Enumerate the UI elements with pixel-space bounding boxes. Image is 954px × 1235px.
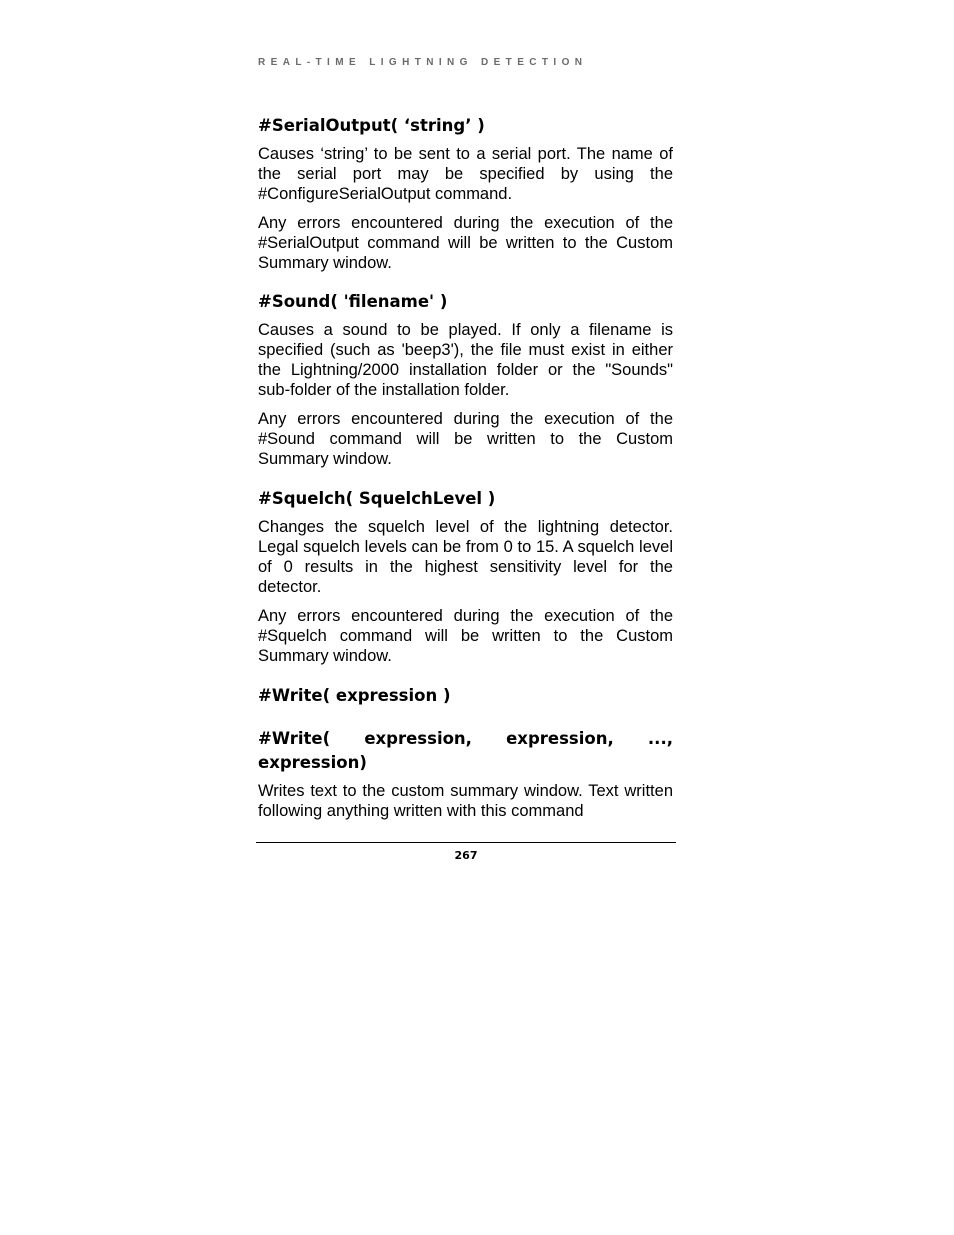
section-heading-write: #Write( expression ): [258, 686, 451, 705]
page-number: 267: [454, 849, 478, 862]
paragraph: Causes a sound to be played. If only a filename is specified (such as 'beep3'), the file must exist in either the Lightning/2000 installation folder or the "Sounds" sub-folder of the installation folder.: [258, 321, 673, 399]
page-body: [258, 114, 673, 821]
section-heading-sound: #Sound( 'filename' ): [258, 292, 448, 311]
running-header: REAL-TIME LIGHTNING DETECTION: [258, 57, 588, 68]
paragraph: Changes the squelch level of the lightning detector. Legal squelch levels can be from 0 to 15. A squelch level of 0 results in the highest sensitivity level for the detector.: [258, 518, 673, 596]
section-heading-squelch: #Squelch( SquelchLevel ): [258, 489, 496, 508]
section-heading-write-multi: #Write( expression, expression, ..., expression): [258, 729, 673, 772]
section-heading-serialoutput: #SerialOutput( ‘string’ ): [258, 116, 485, 135]
paragraph: Any errors encountered during the execution of the #Squelch command will be written to the Custom Summary window.: [258, 607, 673, 665]
paragraph: Any errors encountered during the execution of the #SerialOutput command will be written to the Custom Summary window.: [258, 214, 673, 272]
paragraph: Writes text to the custom summary window. Text written following anything written with this command: [258, 782, 673, 820]
footer-rule: [256, 842, 676, 843]
paragraph: Any errors encountered during the execution of the #Sound command will be written to the Custom Summary window.: [258, 410, 673, 468]
paragraph: Causes ‘string’ to be sent to a serial port. The name of the serial port may be specified by using the #ConfigureSerialOutput command.: [258, 145, 673, 203]
